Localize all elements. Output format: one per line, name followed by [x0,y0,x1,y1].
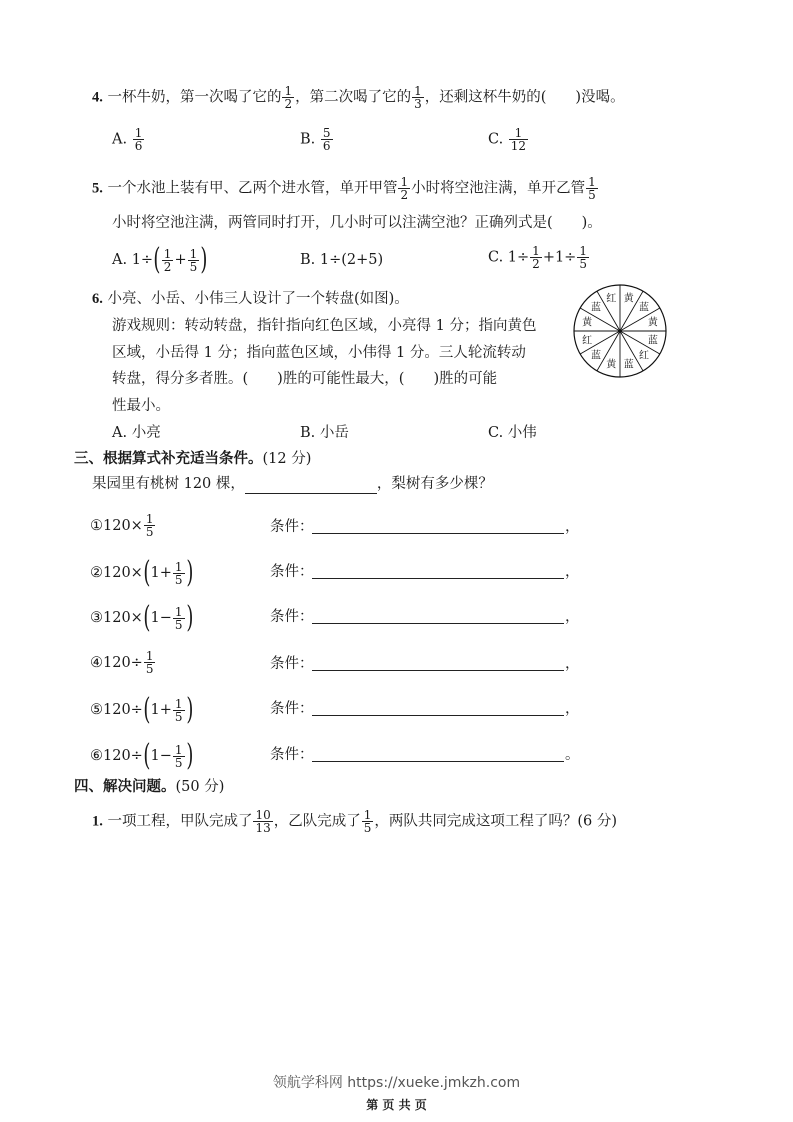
wheel-sector-label: 蓝 [590,350,601,362]
condition-end-punct: ， [565,564,580,580]
footer-site[interactable]: 领航学科网 https://xueke.jmkzh.com [272,1075,521,1091]
question-5 [92,176,599,201]
wheel-sector-label: 黄 [582,317,593,329]
question-text: ，两队共同完成这项工程了吗？(6 分) [374,813,618,830]
condition-row [90,555,193,590]
condition-label: 条件： [270,519,314,535]
wheel-sector-label: 黄 [623,293,634,305]
question-text: ，乙队完成了 [273,813,361,830]
question-text: 一杯牛奶，第一次喝了它的 [107,89,282,106]
condition-row [90,513,156,538]
wheel-sector-label: 红 [639,350,650,362]
question-text: 小亮、小岳、小伟三人设计了一个转盘(如图)。 [107,291,409,307]
question-number: 6. [92,291,103,307]
formula: ⑤120÷(1+ $\frac{1}{5}$ ) [90,692,193,727]
section-3-title: 三、根据算式补充适当条件。(12 分) [74,450,312,467]
condition-end-punct: ， [565,701,580,717]
wheel-sector-label: 蓝 [639,302,650,314]
formula: ④120÷ $\frac{1}{5}$ [90,649,154,676]
section-4-title: 四、解决问题。(50 分) [74,778,225,795]
question-6-line: 性最小。 [112,398,170,414]
condition-label: 条件： [270,609,314,625]
condition-input-line[interactable] [312,715,564,716]
fill-blank[interactable] [245,477,377,494]
formula: ③120×(1− $\frac{1}{5}$ ) [90,600,193,635]
wheel-sector-label: 红 [582,335,593,347]
wheel-sector-label: 蓝 [590,302,601,314]
condition-input-line[interactable] [312,578,564,579]
option-a: A. $\frac{1}{6}$ [112,126,143,153]
fraction: $\frac{1}{5}$ [588,175,596,202]
question-text: 小时将空池注满，单开乙管 [411,180,586,197]
question-number: 4. [92,89,103,106]
wheel-sector-label: 蓝 [623,359,634,371]
question-s4-1 [92,809,617,834]
option-b: B. 小岳 [300,425,349,441]
condition-label: 条件： [270,656,314,672]
section-3-intro: 果园里有桃树 120 棵， ，梨树有多少棵？ [92,476,493,492]
condition-label: 条件： [270,701,314,717]
wheel-sector-label: 红 [606,293,617,305]
question-5-line2: 小时将空池注满，两管同时打开，几小时可以注满空池？正确列式是( )。 [112,215,602,231]
option-c: C. 小伟 [488,425,537,441]
option-a: A. 小亮 [112,425,161,441]
condition-input-line[interactable] [312,761,564,762]
option-b: B. $\frac{5}{6}$ [300,126,331,153]
fraction: $\frac{1}{5}$ [363,808,372,835]
option-b: B. 1÷(2+5) [300,252,384,268]
condition-input-line[interactable] [312,670,564,671]
question-number: 1. [92,813,103,830]
condition-end-punct: ， [565,519,580,535]
formula: ②120×(1+ $\frac{1}{5}$ ) [90,555,193,590]
condition-end-punct: 。 [565,747,580,763]
question-6-line: 转盘，得分多者胜。( )胜的可能性最大，( )胜的可能 [112,371,498,387]
formula: ⑥120÷(1− $\frac{1}{5}$ ) [90,738,193,773]
formula: ①120× $\frac{1}{5}$ [90,512,154,539]
option-c: C. $\frac{1}{12}$ [488,126,527,153]
footer-page-number: 第 页 共 页 [366,1098,427,1112]
question-6 [92,289,409,309]
option-a: A. 1÷( $\frac{1}{2}$ + $\frac{1}{5}$ ) [112,242,208,277]
question-4 [92,85,625,110]
condition-row [90,650,156,675]
question-6-line: 游戏规则：转动转盘，指针指向红色区域，小亮得 1 分；指向黄色 [112,318,537,334]
fraction: $\frac{1}{2}$ [400,175,409,202]
question-text: 一项工程，甲队完成了 [107,813,253,830]
condition-row [90,600,193,635]
fraction: $\frac{1}{3}$ [414,84,422,111]
question-text: 一个水池上装有甲、乙两个进水管，单开甲管 [107,180,398,197]
wheel-sector-label: 黄 [606,359,617,371]
wheel-sector-label: 黄 [647,317,658,329]
condition-row [90,738,193,773]
condition-end-punct: ， [565,656,580,672]
fraction: $\frac{1}{2}$ [284,84,293,111]
condition-label: 条件： [270,564,314,580]
condition-end-punct: ， [565,609,580,625]
option-c: C. 1÷ $\frac{1}{2}$ +1÷ $\frac{1}{5}$ [488,244,587,271]
question-text: ，第二次喝了它的 [295,89,412,106]
condition-row [90,692,193,727]
condition-label: 条件： [270,747,314,763]
question-text: ，还剩这杯牛奶的( )没喝。 [424,89,625,106]
question-6-line: 区域，小岳得 1 分；指向蓝色区域，小伟得 1 分。三人轮流转动 [112,345,526,361]
fraction: $\frac{10}{13}$ [255,808,271,835]
question-number: 5. [92,180,103,197]
wheel-sector-label: 蓝 [647,335,658,347]
condition-input-line[interactable] [312,533,564,534]
spinner-wheel [572,283,668,379]
condition-input-line[interactable] [312,623,564,624]
